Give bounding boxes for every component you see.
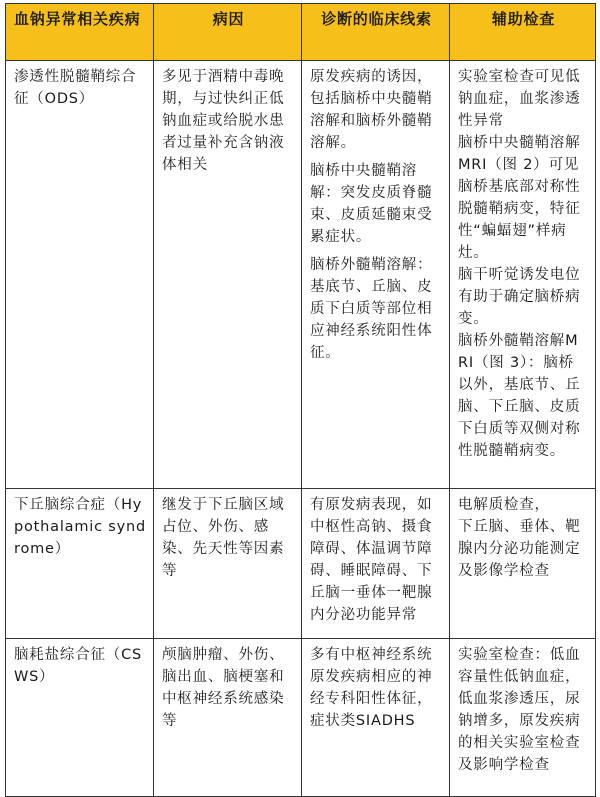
cause-cell: 颅脑肿瘤、外伤、脑出血、脑梗塞和中枢神经系统感染等: [154, 639, 302, 797]
exam-paragraph: 脑桥中央髓鞘溶解 MRI（图 2）可见脑桥基底部对称性脱髓鞘病变，特征性“蝙蝠翅”样病灶。: [458, 135, 581, 261]
clues-cell: [302, 489, 450, 639]
exam-paragraph: 实验室检查可见低钠血症，血浆渗透性异常: [458, 69, 581, 129]
header-disease: 血钠异常相关疾病: [6, 4, 154, 61]
disease-cell: 脑耗盐综合征（CSWS）: [6, 639, 154, 797]
table-row: [6, 639, 596, 797]
exams-cell: [450, 489, 596, 639]
cause-cell: 继发于下丘脑区域占位、外伤、感染、先天性等因素等: [154, 489, 302, 639]
clue-paragraph: 多有中枢神经系统原发疾病相应的神经专科阳性体征，症状类SIADHS: [310, 647, 433, 729]
clues-cell: [302, 61, 450, 489]
exam-paragraph: 电解质检查，: [458, 497, 550, 513]
clue-paragraph: 脑桥外髓鞘溶解：基底节、丘脑、皮质下白质等部位相应神经系统阳性体征。: [310, 257, 433, 361]
disease-cell: 下丘脑综合症（Hypothalamic syndrome）: [6, 489, 154, 639]
clue-paragraph: 脑桥中央髓鞘溶解：突发皮质脊髓束、皮质延髓束受累症状。: [310, 163, 433, 245]
exam-paragraph: 脑干听觉诱发电位有助于确定脑桥病变。: [458, 267, 581, 327]
disease-table: [5, 3, 596, 797]
cause-cell: 多见于酒精中毒晚期，与过快纠正低钠血症或给脱水患者过量补充含钠液体相关: [154, 61, 302, 489]
exam-paragraph: 下丘脑、垂体、靶腺内分泌功能测定及影像学检查: [458, 519, 581, 579]
exams-cell: [450, 61, 596, 489]
header-row: [6, 4, 596, 61]
table-row: [6, 489, 596, 639]
clue-paragraph: 原发疾病的诱因，包括脑桥中央髓鞘溶解和脑桥外髓鞘溶解。: [310, 69, 433, 151]
header-cause: 病因: [154, 4, 302, 61]
header-auxiliary-exams: 辅助检查: [450, 4, 596, 61]
table-row: [6, 61, 596, 489]
exams-cell: [450, 639, 596, 797]
disease-cell: 渗透性脱髓鞘综合征（ODS）: [6, 61, 154, 489]
clue-paragraph: 有原发病表现，如中枢性高钠、摄食障碍、体温调节障碍、睡眠障碍、下丘脑一垂体一靶腺内分泌功能异常: [310, 497, 433, 623]
exam-paragraph: 脑桥外髓鞘溶解MRI（图 3）：脑桥以外，基底节、丘脑、下丘脑、皮质下白质等双侧对称性脱髓鞘病变。: [458, 333, 581, 459]
clues-cell: [302, 639, 450, 797]
header-clinical-clues: 诊断的临床线索: [302, 4, 450, 61]
exam-paragraph: 实验室检查：低血容量性低钠血症，低血浆渗透压，尿钠增多，原发疾病的相关实验室检查及影响学检查: [458, 647, 581, 773]
